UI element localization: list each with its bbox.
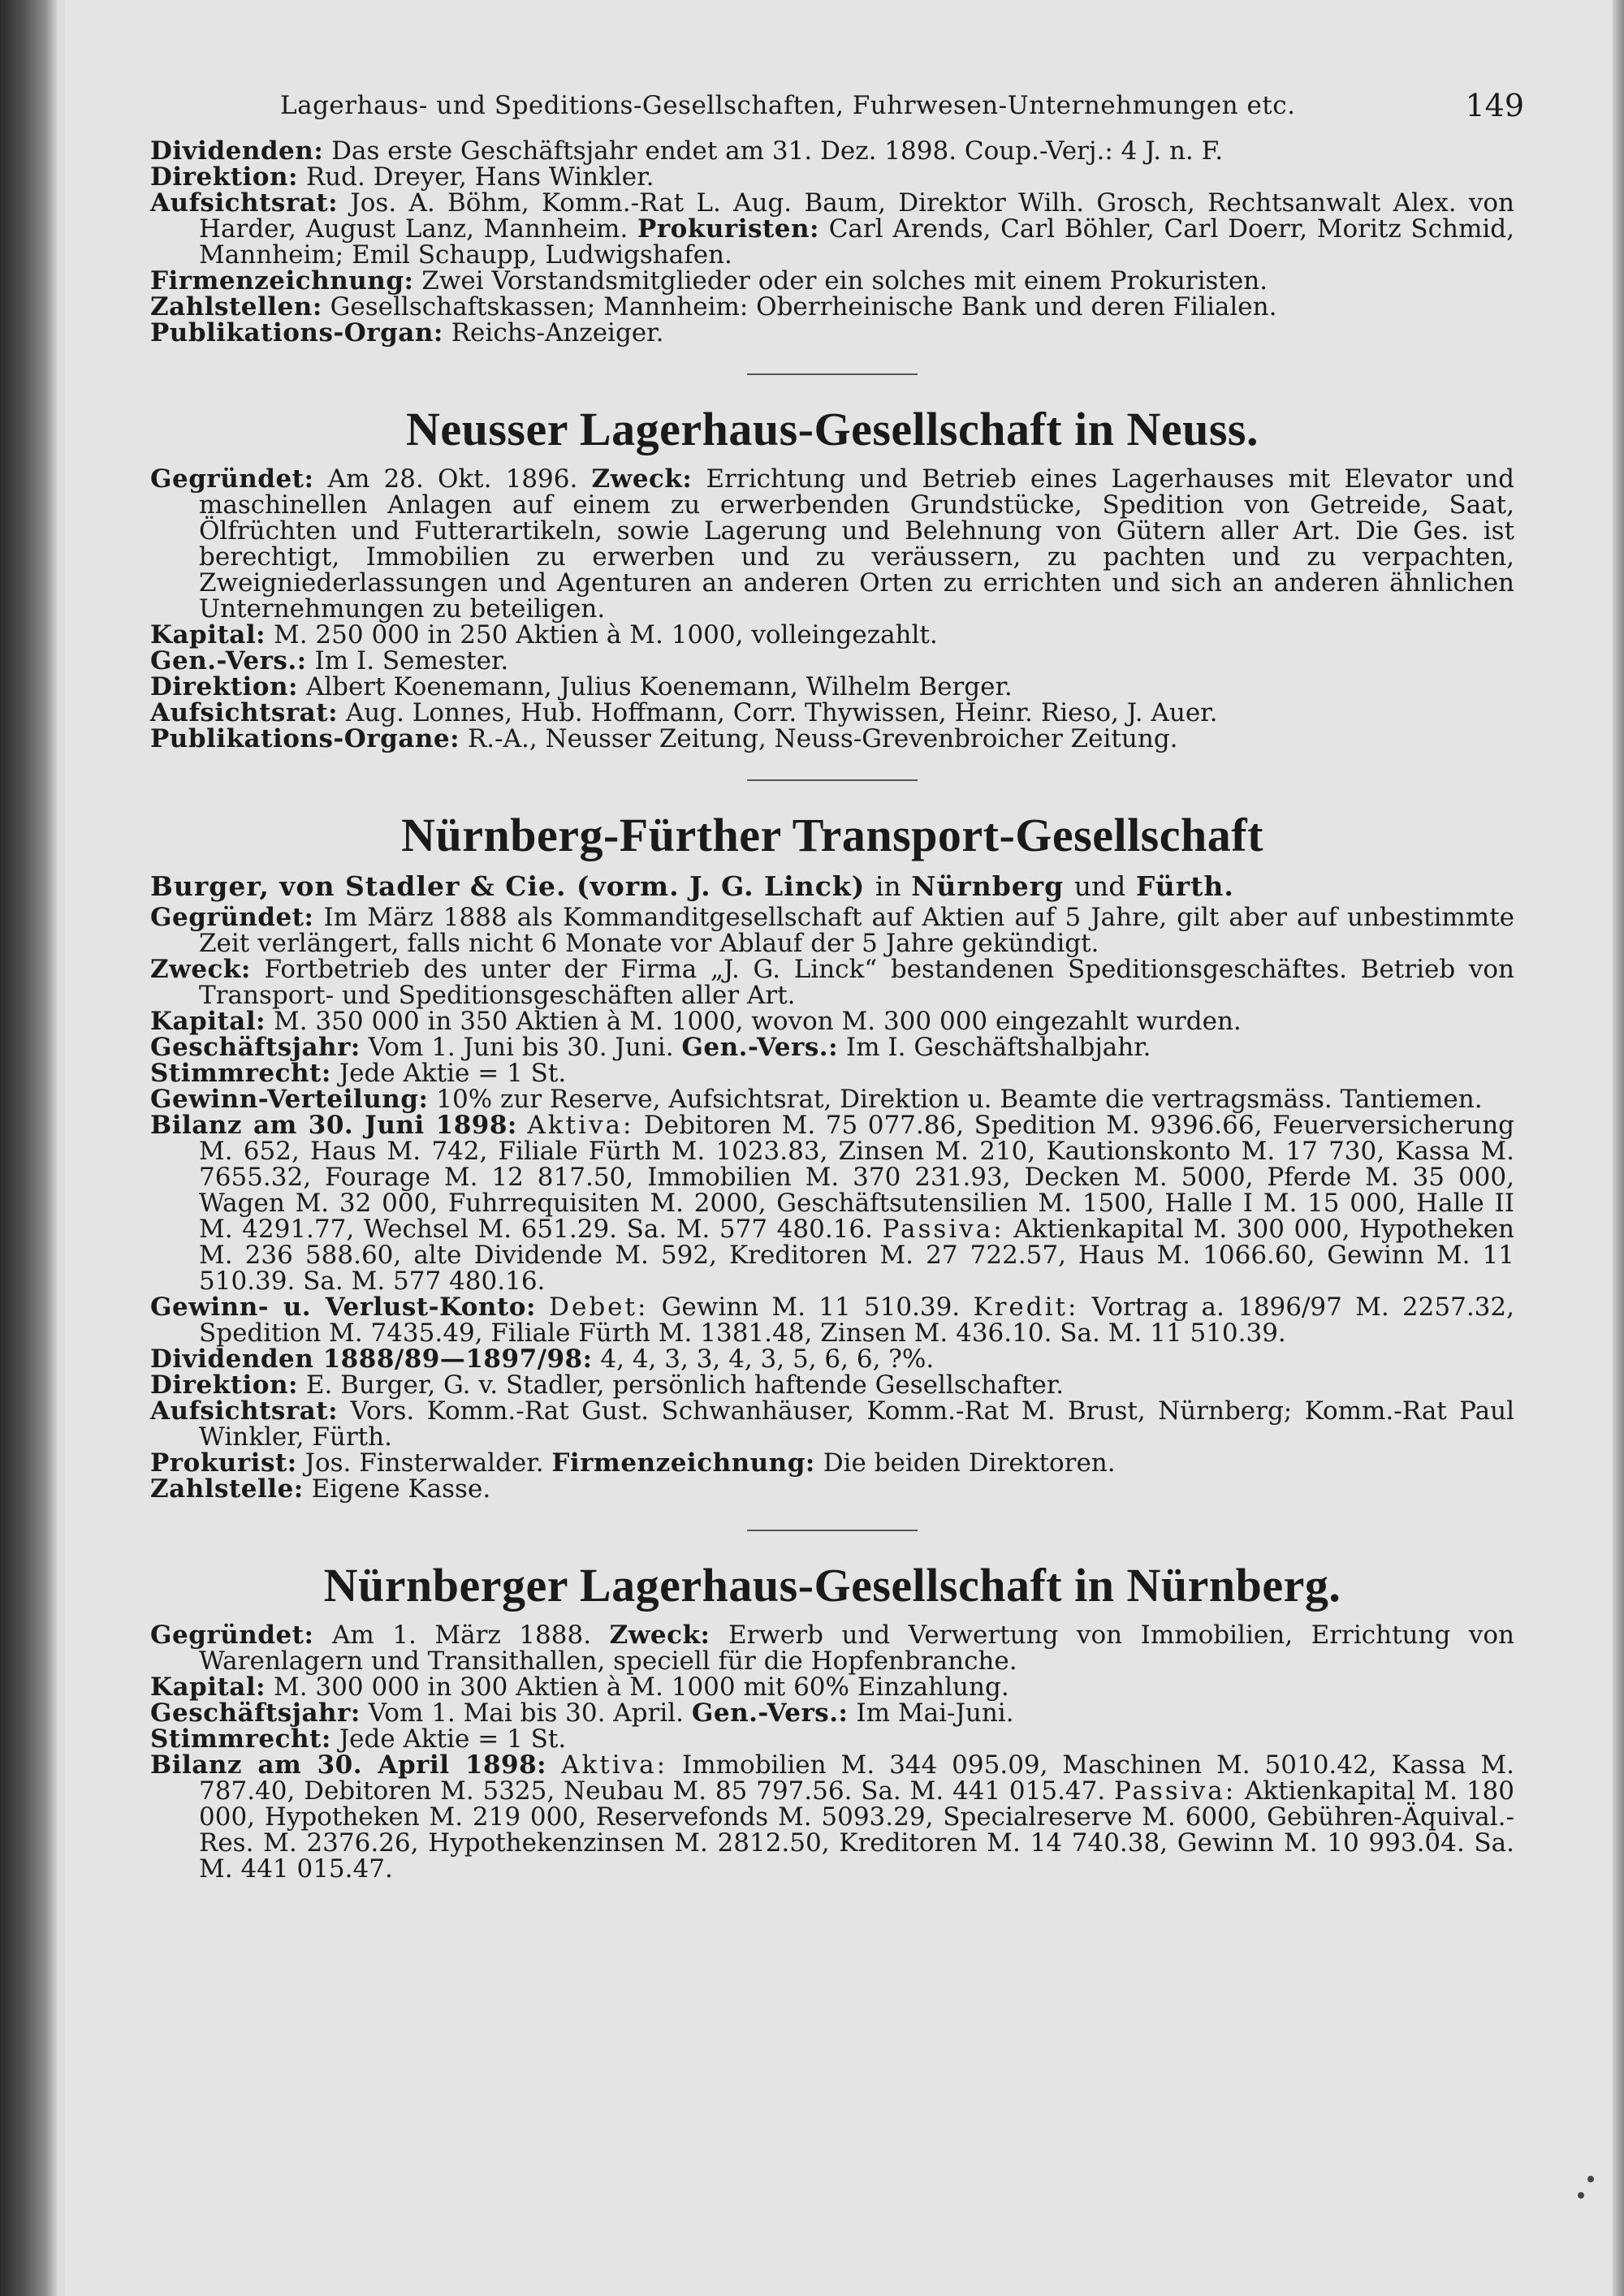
page-speck (1578, 2192, 1584, 2199)
field-value: Erwerb und Verwertung von Immobilien, Errichtung von Warenlagern und Transithallen, speciell für die Hopfenbranche. (199, 1621, 1514, 1676)
field-bilanz (150, 1752, 1514, 1882)
field-label: Zweck: (150, 955, 251, 984)
field-aufsichtsrat (150, 1398, 1514, 1450)
field-label: Kapital: (150, 620, 266, 650)
field-aufsichtsrat (150, 700, 1514, 726)
field-label: Aufsichtsrat: (150, 1396, 339, 1426)
field-value: Fortbetrieb des unter der Firma „J. G. Linck“ bestandenen Speditionsgeschäftes. Betrieb von Transport- und Speditionsgeschäften aller Art. (199, 955, 1514, 1010)
field-bilanz (150, 1112, 1514, 1294)
field-label: Gen.-Vers.: (150, 646, 307, 675)
field-dividenden (150, 1346, 1514, 1372)
field-value: Jede Aktie = 1 St. (339, 1724, 567, 1754)
field-label: Zweck: (609, 1621, 710, 1650)
field-value: Debitoren M. 75 077.86, Spedition M. 9396.66, Feuerversicherung M. 652, Haus M. 742, Filiale Fürth M. 1023.83, Zinsen M. 210, Kautionskonto M. 17 730, Kassa M. 7655.32, Fourage M. 12 817.50, Immobilien M. 370 231.93, Decken M. 5000, Pferde M. 35 000, Wagen M. 32 000, Fuhrrequisiten M. 2000, Geschäftsutensilien M. 1500, Halle I M. 15 000, Halle II M. 4291.77, Wechsel M. 651.29. Sa. M. 577 480.16. (199, 1111, 1515, 1244)
field-label: Gegründet: (150, 1621, 314, 1650)
field-label: Gewinn- u. Verlust-Konto: (150, 1293, 536, 1322)
field-value: Reichs-Anzeiger. (451, 318, 664, 347)
kredit-label: Kredit: (973, 1293, 1079, 1322)
field-value: Vors. Komm.-Rat Gust. Schwanhäuser, Komm.-Rat M. Brust, Nürnberg; Komm.-Rat Paul Winkler, Fürth. (199, 1396, 1514, 1452)
field-label: Dividenden: (150, 136, 324, 166)
field-label: Gegründet: (150, 464, 314, 494)
field-label: Geschäftsjahr: (150, 1033, 361, 1062)
field-label: Prokuristen: (637, 214, 819, 244)
field-label: Aufsichtsrat: (150, 698, 339, 727)
field-value: Am 28. Okt. 1896. (327, 464, 578, 494)
field-publikation (150, 320, 1514, 346)
field-kapital (150, 1674, 1514, 1700)
field-zahlstelle (150, 1476, 1514, 1502)
field-value: Rud. Dreyer, Hans Winkler. (305, 162, 654, 192)
field-value: Gewinn M. 11 510.39. (661, 1293, 961, 1322)
field-value: 4, 4, 3, 3, 4, 3, 5, 6, 6, ?%. (600, 1344, 935, 1374)
field-value: Errichtung und Betrieb eines Lagerhauses mit Elevator und maschinellen Anlagen auf einem zu erwerbenden Grundstücke, Spedition von Getreide, Saat, Ölfrüchten und Futterartikeln, sowie Lagerung und Belehnung von Gütern aller Art. Die Ges. ist berechtigt, Immobilien zu erwerben und zu veräussern, zu pachten und zu verpachten, Zweigniederlassungen und Agenturen an anderen Orten zu errichten und sich an anderen ähnlichen Unternehmungen zu beteiligen. (199, 464, 1514, 624)
field-value: Carl Arends, Carl Böhler, Carl Doerr, Moritz Schmid, Mannheim; Emil Schaupp, Ludwigshafen. (199, 214, 1514, 270)
book-binding-shadow (0, 0, 57, 2296)
field-value: Aktienkapital M. 180 000, Hypotheken M. 219 000, Reservefonds M. 5093.29, Specialreserve M. 6000, Gebühren-Äquival.-Res. M. 2376.26, Hypothekenzinsen M. 2812.50, Kreditoren M. 14 740.38, Gewinn M. 10 993.04. Sa. M. 441 015.47. (199, 1776, 1514, 1884)
page-number: 149 (1465, 88, 1524, 123)
field-value: Die beiden Direktoren. (823, 1448, 1116, 1478)
field-gegruendet (150, 904, 1514, 956)
section-divider (747, 1530, 918, 1531)
field-value: Immobilien M. 344 095.09, Maschinen M. 5010.42, Kassa M. 787.40, Debitoren M. 5325, Neubau M. 85 797.56. Sa. M. 441 015.47. (199, 1750, 1514, 1806)
page-speck (1587, 2176, 1594, 2182)
field-label: Zahlstelle: (150, 1474, 304, 1504)
book-page (65, 0, 1612, 2296)
subtitle-in: in (875, 870, 901, 902)
field-label: Kapital: (150, 1672, 266, 1702)
field-label: Zweck: (591, 464, 693, 494)
field-label: Gen.-Vers.: (691, 1698, 849, 1728)
field-value: Im I. Semester. (314, 646, 509, 675)
page-content (150, 81, 1524, 1884)
field-label: Direktion: (150, 672, 298, 701)
place-name: Nürnberg (911, 870, 1065, 902)
company-title: Neusser Lagerhaus-Gesellschaft in Neuss. (405, 403, 1259, 455)
field-geschaeftsjahr (150, 1034, 1514, 1060)
field-value: Eigene Kasse. (311, 1474, 491, 1504)
field-value: Zwei Vorstandsmitglieder oder ein solches mit einem Prokuristen. (421, 266, 1268, 296)
field-stimmrecht (150, 1060, 1514, 1086)
field-label: Direktion: (150, 1370, 298, 1400)
section-divider (747, 779, 918, 781)
field-value: Im I. Geschäftshalbjahr. (845, 1033, 1151, 1062)
field-zweck (150, 956, 1514, 1008)
entry-nuernberger-lagerhaus (150, 1557, 1514, 1882)
entry-continued (150, 138, 1514, 346)
field-direktion (150, 1372, 1514, 1398)
field-aufsichtsrat (150, 190, 1514, 268)
field-genvers (150, 648, 1514, 674)
firm-name: Burger, von Stadler & Cie. (vorm. J. G. Linck) (150, 870, 866, 902)
field-value: Im März 1888 als Kommanditgesellschaft auf Aktien auf 5 Jahre, gilt aber auf unbestimmte Zeit verlängert, falls nicht 6 Monate vor Ablauf der 5 Jahre gekündigt. (199, 903, 1514, 958)
field-firmenzeichnung (150, 268, 1514, 294)
field-label: Zahlstellen: (150, 292, 322, 322)
field-direktion (150, 674, 1514, 700)
field-direktion (150, 164, 1514, 190)
field-value: Am 1. März 1888. (331, 1621, 592, 1650)
field-prokurist (150, 1450, 1514, 1476)
field-gewinn-verlust (150, 1294, 1514, 1346)
field-label: Publikations-Organe: (150, 724, 460, 753)
field-label: Gen.-Vers.: (681, 1033, 839, 1062)
field-value: Jede Aktie = 1 St. (339, 1059, 567, 1088)
place-name: Fürth. (1135, 870, 1234, 902)
field-label: Firmenzeichnung: (551, 1448, 815, 1478)
field-gegruendet (150, 466, 1514, 622)
field-label: Gegründet: (150, 903, 314, 932)
field-value: Das erste Geschäftsjahr endet am 31. Dez. 1898. Coup.-Verj.: 4 J. n. F. (331, 136, 1224, 166)
field-label: Kapital: (150, 1007, 266, 1036)
field-label: Bilanz am 30. Juni 1898: (150, 1111, 517, 1140)
field-value: Vortrag a. 1896/97 M. 2257.32, Spedition M. 7435.49, Filiale Fürth M. 1381.48, Zinsen M. 436.10. Sa. M. 11 510.39. (199, 1293, 1514, 1348)
field-kapital (150, 622, 1514, 648)
field-label: Bilanz am 30. April 1898: (150, 1750, 547, 1780)
field-label: Direktion: (150, 162, 298, 192)
passiva-label: Passiva: (1114, 1776, 1237, 1806)
field-value: Aug. Lonnes, Hub. Hoffmann, Corr. Thywissen, Heinr. Rieso, J. Auer. (345, 698, 1218, 727)
field-value: Jos. A. Böhm, Komm.-Rat L. Aug. Baum, Direktor Wilh. Grosch, Rechtsanwalt Alex. von Harder, August Lanz, Mannheim. (199, 188, 1514, 244)
field-value: E. Burger, G. v. Stadler, persönlich haftende Gesellschafter. (305, 1370, 1065, 1400)
company-title: Nürnberg-Fürther Transport-Gesellschaft (401, 809, 1263, 861)
running-title: Lagerhaus- und Speditions-Gesellschaften, Fuhrwesen-Unternehmungen etc. (280, 91, 1296, 120)
field-value: Vom 1. Juni bis 30. Juni. (368, 1033, 674, 1062)
company-subtitle (150, 872, 1514, 901)
field-value: M. 300 000 in 300 Aktien à M. 1000 mit 60% Einzahlung. (273, 1672, 1009, 1702)
field-label: Aufsichtsrat: (150, 188, 339, 218)
running-head (150, 81, 1524, 138)
field-geschaeftsjahr (150, 1700, 1514, 1726)
field-gegruendet (150, 1622, 1514, 1674)
company-title: Nürnberger Lagerhaus-Gesellschaft in Nürnberg. (323, 1559, 1341, 1612)
field-value: R.-A., Neusser Zeitung, Neuss-Grevenbroicher Zeitung. (467, 724, 1178, 753)
field-value: Aktienkapital M. 300 000, Hypotheken M. 236 588.60, alte Dividende M. 592, Kreditoren M. 27 722.57, Haus M. 1066.60, Gewinn M. 11 510.39. Sa. M. 577 480.16. (199, 1215, 1514, 1296)
field-dividenden (150, 138, 1514, 164)
field-publikation (150, 726, 1514, 752)
field-value: Vom 1. Mai bis 30. April. (368, 1698, 685, 1728)
field-label: Gewinn-Verteilung: (150, 1085, 429, 1114)
entry-neusser-lagerhaus (150, 401, 1514, 752)
field-value: Im Mai-Juni. (856, 1698, 1014, 1728)
field-value: 10% zur Reserve, Aufsichtsrat, Direktion u. Beamte die vertragsmäss. Tantiemen. (436, 1085, 1483, 1114)
entry-nuernberg-fuerther-transport (150, 807, 1514, 1502)
field-label: Prokurist: (150, 1448, 297, 1478)
field-label: Firmenzeichnung: (150, 266, 414, 296)
field-kapital (150, 1008, 1514, 1034)
field-value: M. 250 000 in 250 Aktien à M. 1000, volleingezahlt. (273, 620, 938, 650)
aktiva-label: Aktiva: (527, 1111, 634, 1140)
field-gewinn-verteilung (150, 1086, 1514, 1112)
field-value: M. 350 000 in 350 Aktien à M. 1000, wovon M. 300 000 eingezahlt wurden. (273, 1007, 1242, 1036)
field-label: Geschäftsjahr: (150, 1698, 361, 1728)
passiva-label: Passiva: (882, 1215, 1004, 1244)
field-zahlstellen (150, 294, 1514, 320)
field-label: Dividenden 1888/89—1897/98: (150, 1344, 593, 1374)
field-value: Albert Koenemann, Julius Koenemann, Wilhelm Berger. (305, 672, 1013, 701)
subtitle-und: und (1073, 870, 1126, 902)
field-value: Jos. Finsterwalder. (304, 1448, 544, 1478)
field-stimmrecht (150, 1726, 1514, 1752)
field-label: Stimmrecht: (150, 1059, 331, 1088)
debet-label: Debet: (549, 1293, 649, 1322)
page-right-edge (1613, 0, 1624, 2296)
field-value: Gesellschaftskassen; Mannheim: Oberrheinische Bank und deren Filialen. (330, 292, 1277, 322)
field-label: Publikations-Organ: (150, 318, 443, 347)
field-label: Stimmrecht: (150, 1724, 331, 1754)
aktiva-label: Aktiva: (561, 1750, 668, 1780)
section-divider (747, 373, 918, 375)
